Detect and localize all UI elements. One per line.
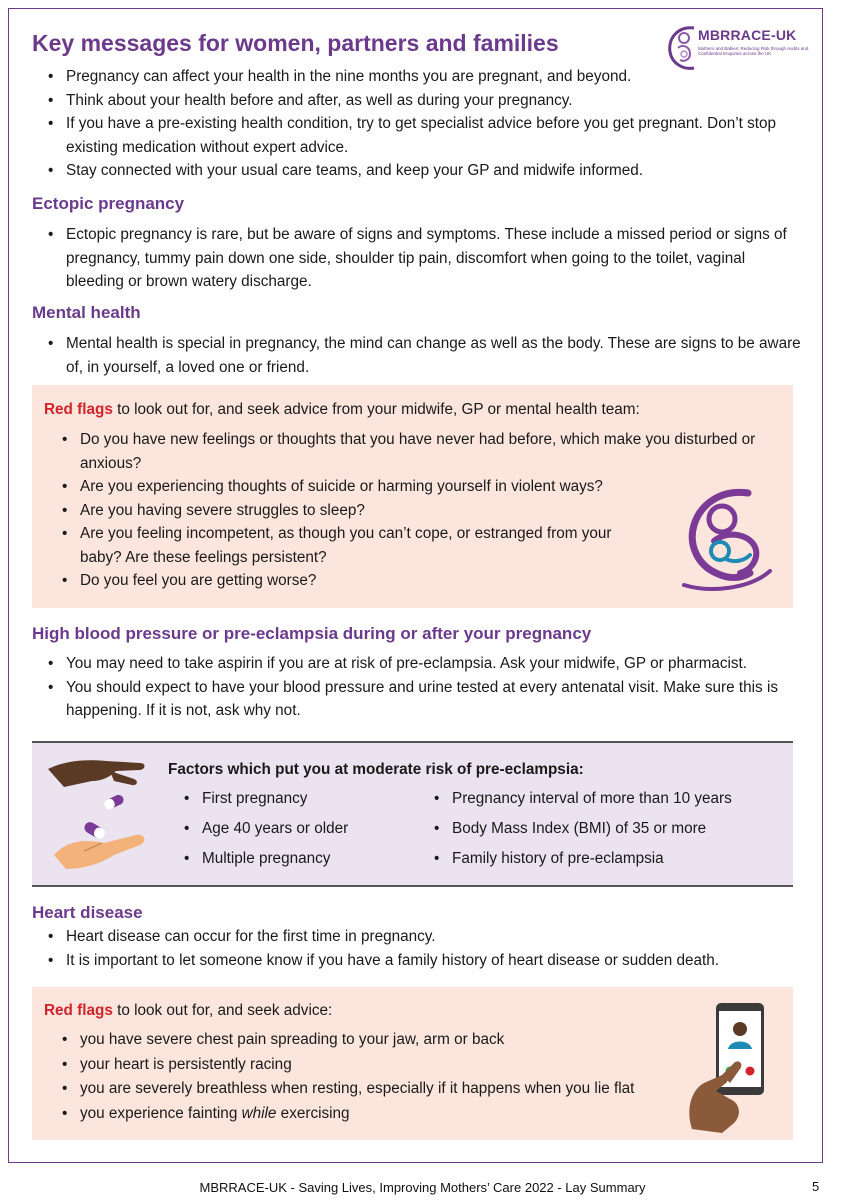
page-number: 5 — [812, 1179, 820, 1194]
list-item: • you have severe chest pain spreading to your jaw, arm or back — [46, 1028, 696, 1052]
list-item: • You may need to take aspirin if you are at risk of pre-eclampsia. Ask your midwife, GP or pharmacist. — [32, 652, 802, 676]
list-item: • Are you having severe struggles to sleep? — [46, 499, 646, 523]
section-heading-heart-disease: Heart disease — [32, 903, 143, 922]
list-item: • If you have a pre-existing health condition, try to get specialist advice before you get pregnant. Don’t stop existing medication without expert advice. — [32, 112, 786, 159]
redflags-label: Red flags — [44, 401, 113, 418]
list-item: • Are you experiencing thoughts of suicide or harming yourself in violent ways? — [46, 475, 646, 499]
factors-heading: Factors which put you at moderate risk of pre-eclampsia: — [168, 761, 584, 778]
page-footer: MBRRACE-UK - Saving Lives, Improving Mothers’ Care 2022 - Lay Summary — [199, 1180, 646, 1195]
list-item: • Are you feeling incompetent, as though you can’t cope, or estranged from your baby? Are these feelings persistent? — [46, 522, 655, 569]
mental-health-list — [32, 332, 802, 379]
list-item: • It is important to let someone know if you have a family history of heart disease or sudden death. — [32, 949, 802, 973]
mental-redflags-list — [46, 428, 756, 593]
list-item: • Do you have new feelings or thoughts that you have never had before, which make you disturbed or anxious? — [46, 428, 800, 475]
ectopic-list — [32, 223, 802, 294]
list-item: • Family history of pre-eclampsia — [418, 847, 788, 871]
list-item — [46, 1102, 696, 1126]
list-item: • Do you feel you are getting worse? — [46, 569, 646, 593]
list-item: • Ectopic pregnancy is rare, but be aware of signs and symptoms. These include a missed period or signs of pregnancy, tummy pain down one side, shoulder tip pain, discomfort when going to the toilet, vaginal bleeding or brown watery discharge. — [32, 223, 802, 294]
logo-tagline: Mothers and Babies: Reducing Risk through Audits and Confidential Enquiries across the UK — [698, 46, 809, 57]
list-item: • Age 40 years or older — [168, 817, 408, 841]
list-item: • Multiple pregnancy — [168, 847, 408, 871]
key-messages-list — [32, 65, 802, 183]
heart-redflags-list — [46, 1028, 696, 1125]
list-item: • Pregnancy interval of more than 10 years — [418, 787, 788, 811]
section-heading-ectopic: Ectopic pregnancy — [32, 194, 185, 213]
mother-and-baby-icon — [670, 485, 780, 595]
redflags-intro-text: to look out for, and seek advice: — [112, 1002, 333, 1019]
section-heading-mental-health: Mental health — [32, 303, 141, 322]
pre-eclampsia-factors-panel — [32, 741, 793, 887]
fainting-text-end: exercising — [276, 1104, 350, 1122]
phone-call-icon — [682, 999, 782, 1135]
heart-redflags-panel — [32, 987, 793, 1140]
hands-with-pills-icon — [44, 751, 162, 881]
list-item: • Pregnancy can affect your health in the nine months you are pregnant, and beyond. — [32, 65, 802, 89]
list-item: • your heart is persistently racing — [46, 1053, 696, 1077]
redflags-label: Red flags — [44, 1002, 113, 1019]
section-heading-blood-pressure: High blood pressure or pre-eclampsia during or after your pregnancy — [32, 624, 592, 643]
redflags-intro — [44, 401, 640, 419]
list-item: • Mental health is special in pregnancy, the mind can change as well as the body. These are signs to be aware of, in yourself, a loved one or friend. — [32, 332, 802, 379]
heart-disease-list — [32, 925, 802, 972]
list-item: • Heart disease can occur for the first time in pregnancy. — [32, 925, 802, 949]
redflags-intro-text: to look out for, and seek advice from your midwife, GP or mental health team: — [112, 401, 640, 418]
blood-pressure-list — [32, 652, 802, 723]
list-item: • Stay connected with your usual care teams, and keep your GP and midwife informed. — [32, 159, 802, 183]
fainting-text-start: you experience fainting — [80, 1104, 242, 1122]
list-item: • You should expect to have your blood pressure and urine tested at every antenatal visit. Make sure this is happening. If it is not, ask why not. — [32, 676, 802, 723]
factors-list-left — [168, 787, 408, 871]
list-item: • First pregnancy — [168, 787, 408, 811]
factors-list-right — [418, 787, 788, 871]
redflags-intro — [44, 1002, 332, 1020]
list-item: • Body Mass Index (BMI) of 35 or more — [418, 817, 788, 841]
list-item: • Think about your health before and after, as well as during your pregnancy. — [32, 89, 802, 113]
logo-name: MBRRACE-UK — [698, 27, 797, 43]
fainting-emphasis: while — [241, 1104, 277, 1122]
page-title: Key messages for women, partners and families — [32, 30, 559, 56]
list-item: • you are severely breathless when resting, especially if it happens when you lie flat — [46, 1077, 696, 1101]
mental-redflags-panel — [32, 385, 793, 608]
